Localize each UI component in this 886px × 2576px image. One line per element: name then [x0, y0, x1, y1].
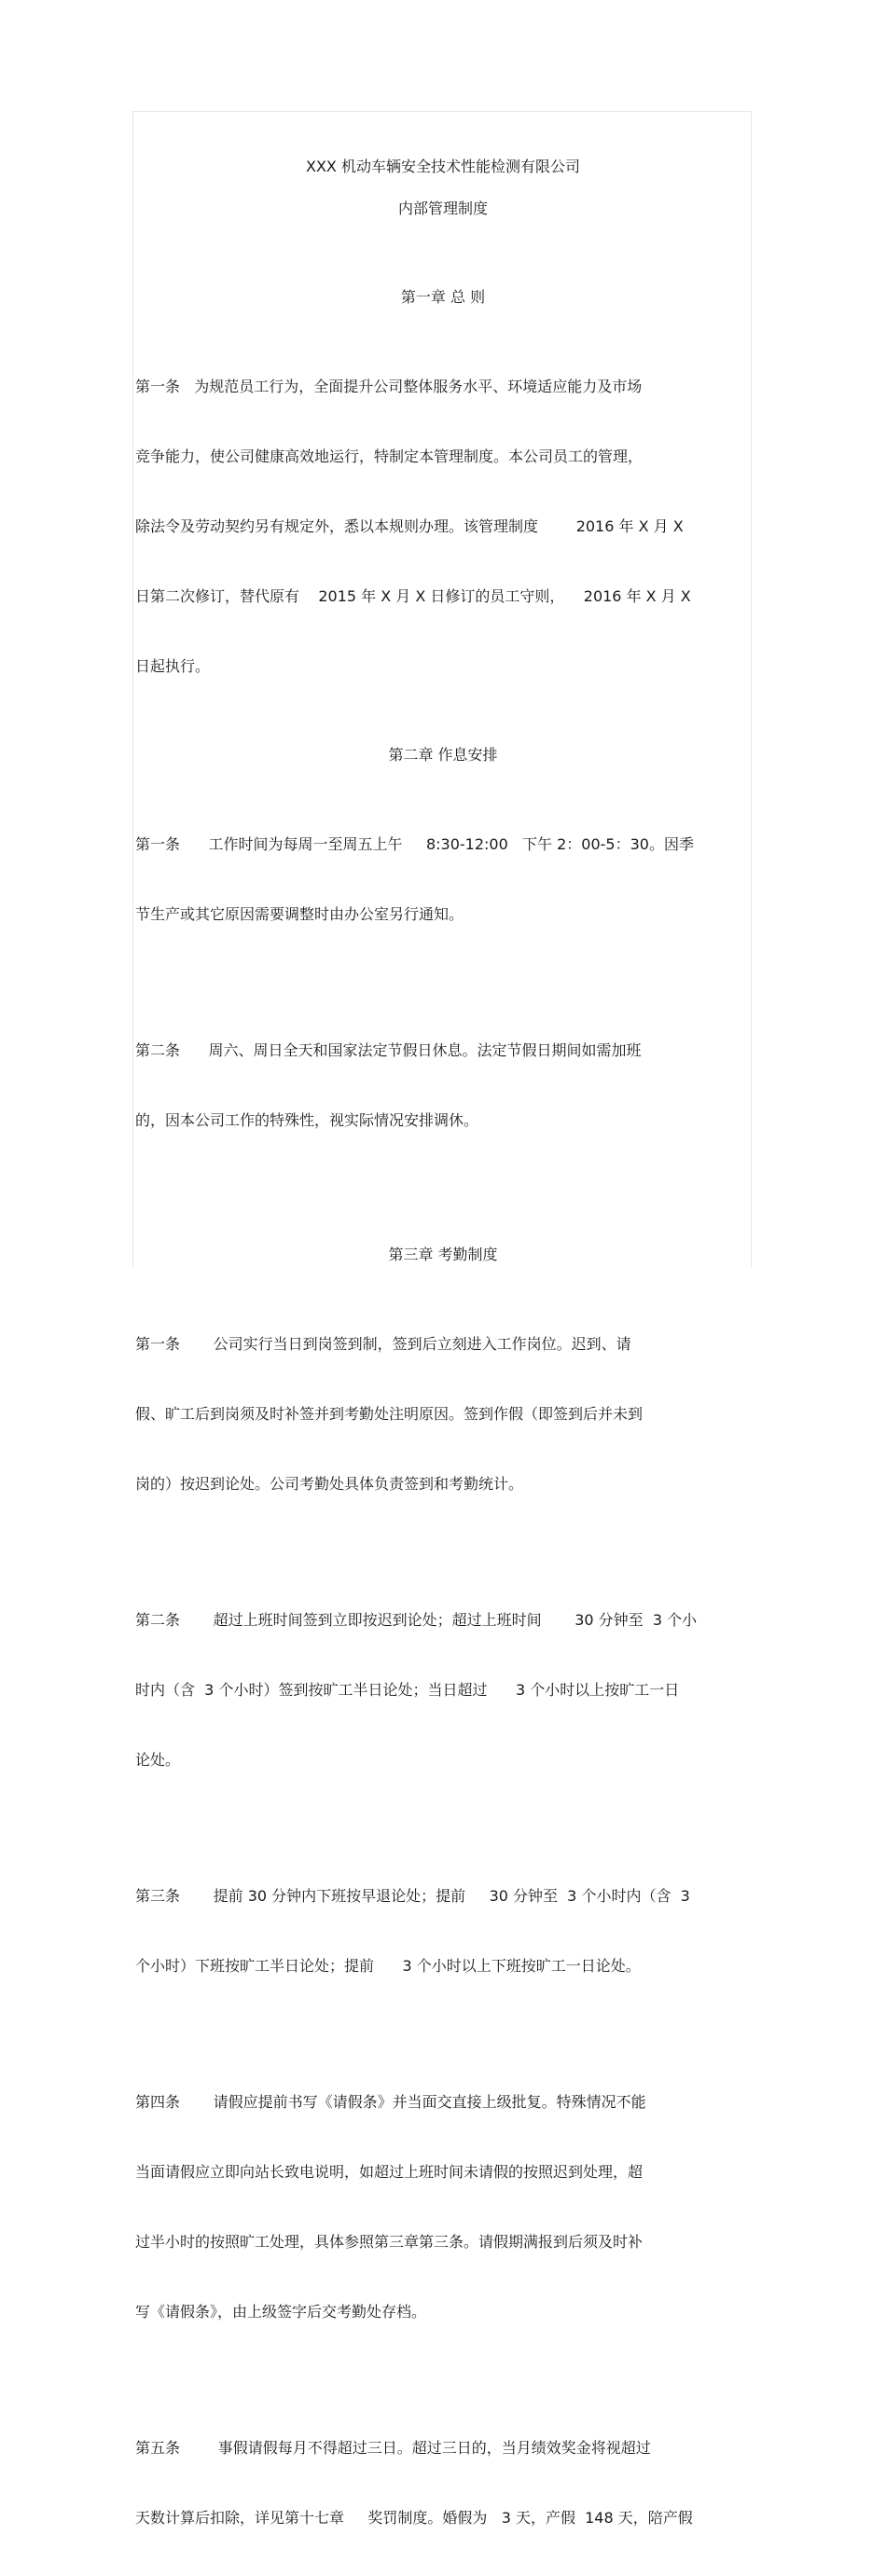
- text-line: 第一条 为规范员工行为，全面提升公司整体服务水平、环境适应能力及市场: [135, 378, 643, 395]
- article-paragraph: [135, 1838, 751, 2024]
- chapter-heading: 第三章 考勤制度: [388, 1246, 498, 1263]
- article-paragraph: [135, 2390, 751, 2576]
- text-line: 第四条 请假应提前书写《请假条》并当面交直接上级批复。特殊情况不能: [135, 2093, 646, 2111]
- text-line: 除法令及劳动契约另有规定外，悉以本规则办理。该管理制度 2016 年 X 月 X: [135, 517, 684, 535]
- article-paragraph: [135, 2044, 751, 2370]
- text-line: 第二条 周六、周日全天和国家法定节假日休息。法定节假日期间如需加班: [135, 1041, 642, 1059]
- text-line: 天数计算后扣除，详见第十七章 奖罚制度。婚假为 3 天，产假 148 天，陪产假: [135, 2509, 693, 2527]
- text-line: 岗的）按迟到论处。公司考勤处具体负责签到和考勤统计。: [135, 1475, 524, 1493]
- text-line: 日起执行。: [135, 657, 211, 675]
- article-paragraph: [135, 1286, 751, 1542]
- chapter-heading: 第一章 总 则: [400, 288, 486, 306]
- text-line: 第二条 超过上班时间签到立即按迟到论处；超过上班时间 30 分钟至 3 个小: [135, 1611, 698, 1629]
- article-paragraph: [135, 328, 751, 724]
- chapter-heading: 第二章 作息安排: [388, 746, 498, 764]
- text-line: 第一条 公司实行当日到岗签到制，签到后立刻进入工作岗位。迟到、请: [135, 1335, 631, 1353]
- article-paragraph: [135, 992, 751, 1178]
- text-line: 个小时）下班按旷工半日论处；提前 3 个小时以上下班按旷工一日论处。: [135, 1957, 641, 1975]
- text-line: 第五条 事假请假每月不得超过三日。超过三日的，当月绩效奖金将视超过: [135, 2439, 651, 2457]
- text-line: 写《请假条》，由上级签字后交考勤处存档。: [135, 2303, 427, 2321]
- article-paragraph: [135, 786, 751, 972]
- text-line: 节生产或其它原因需要调整时由办公室另行通知。: [135, 905, 464, 923]
- text-line: 当面请假应立即向站长致电说明，如超过上班时间未请假的按照迟到处理，超: [135, 2163, 644, 2181]
- text-line: 日第二次修订，替代原有 2015 年 X 月 X 日修订的员工守则， 2016 年 X 月 X: [135, 587, 691, 605]
- text-line: 第三条 提前 30 分钟内下班按早退论处；提前 30 分钟至 3 个小时内（含 3: [135, 1887, 690, 1905]
- text-line: 的，因本公司工作的特殊性，视实际情况安排调休。: [135, 1111, 479, 1129]
- company-title: XXX 机动车辆安全技术性能检测有限公司: [306, 158, 580, 175]
- text-line: 论处。: [135, 1751, 181, 1769]
- document-body: [135, 149, 751, 2576]
- text-line: 竞争能力，使公司健康高效地运行，特制定本管理制度。本公司员工的管理，: [135, 448, 644, 465]
- document-title: 内部管理制度: [397, 200, 488, 217]
- text-line: 第一条 工作时间为每周一至周五上午 8:30-12:00 下午 2：00-5：30。因季: [135, 835, 694, 853]
- text-line: 过半小时的按照旷工处理，具体参照第三章第三条。请假期满报到后须及时补: [135, 2233, 644, 2251]
- text-line: 假、旷工后到岗须及时补签并到考勤处注明原因。签到作假（即签到后并未到: [135, 1405, 644, 1423]
- text-line: 时内（含 3 个小时）签到按旷工半日论处；当日超过 3 个小时以上按旷工一日: [135, 1681, 680, 1699]
- article-paragraph: [135, 1562, 751, 1818]
